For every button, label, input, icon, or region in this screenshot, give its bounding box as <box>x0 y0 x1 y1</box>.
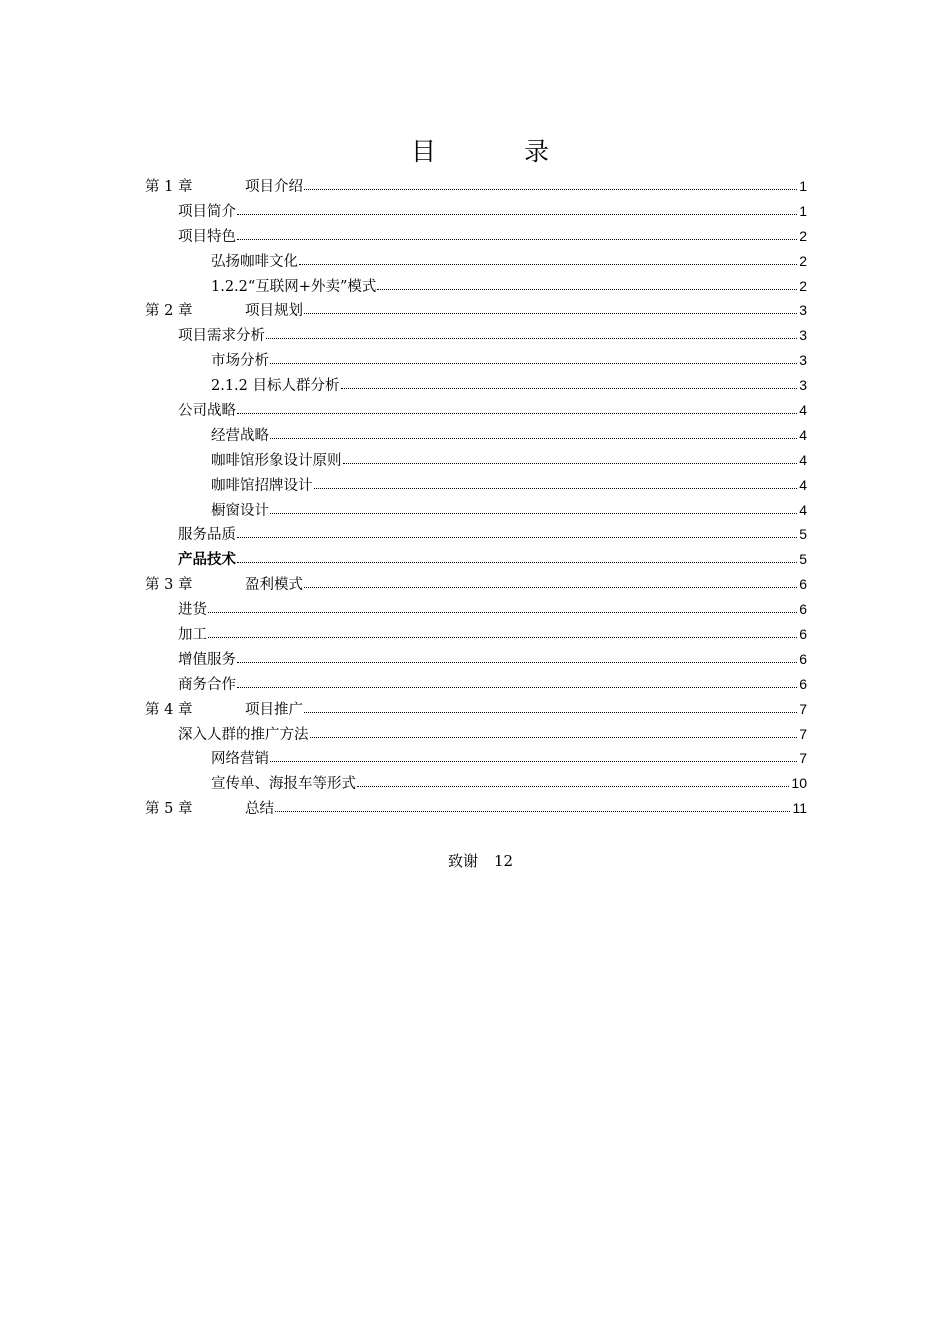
toc-chapter-number: 第 4 章 <box>145 701 193 718</box>
toc-dot-leader <box>270 761 797 762</box>
toc-page-number: 4 <box>799 476 807 493</box>
toc-entry[interactable] <box>145 199 807 224</box>
toc-dot-leader <box>299 264 797 265</box>
toc-dot-leader <box>266 338 797 339</box>
toc-dot-leader <box>304 189 797 190</box>
toc-dot-leader <box>314 488 798 489</box>
toc-entry-title: 服务品质 <box>178 527 236 544</box>
toc-dot-leader <box>237 214 797 215</box>
toc-entry[interactable] <box>145 298 807 323</box>
toc-entry-title: 进货 <box>178 602 207 619</box>
toc-entry[interactable] <box>145 274 807 299</box>
toc-page-number: 5 <box>799 551 807 568</box>
toc-dot-leader <box>237 413 797 414</box>
toc-dot-leader <box>275 811 790 812</box>
toc-entry-title: 深入人群的推广方法 <box>178 726 309 743</box>
toc-page-number: 4 <box>799 501 807 518</box>
toc-dot-leader <box>270 438 797 439</box>
toc-page-number: 6 <box>799 601 807 618</box>
toc-entry-title: 公司战略 <box>178 403 236 420</box>
toc-entry[interactable] <box>145 398 807 423</box>
toc-dot-leader <box>341 388 798 389</box>
toc-entry[interactable] <box>145 373 807 398</box>
toc-entry[interactable] <box>145 572 807 597</box>
toc-entry[interactable] <box>145 547 807 572</box>
toc-entry-title: 经营战略 <box>211 427 269 444</box>
toc-entry-title: 项目需求分析 <box>178 328 265 345</box>
toc-entry[interactable] <box>145 522 807 547</box>
toc-entry[interactable] <box>145 323 807 348</box>
toc-entry[interactable] <box>145 473 807 498</box>
toc-chapter-number: 第 5 章 <box>145 801 193 818</box>
toc-entry-title: 增值服务 <box>178 651 236 668</box>
toc-page-number: 4 <box>799 402 807 419</box>
toc-entry[interactable] <box>145 796 807 821</box>
toc-page-number: 1 <box>799 178 807 194</box>
toc-entry[interactable] <box>145 647 807 672</box>
toc-entry[interactable] <box>145 697 807 722</box>
toc-entry-title: 总结 <box>245 801 274 818</box>
toc-entry[interactable] <box>145 746 807 771</box>
toc-page-number: 4 <box>799 451 807 468</box>
toc-dot-leader <box>208 612 797 613</box>
toc-dot-leader <box>208 637 797 638</box>
toc-entry-title: 项目简介 <box>178 203 236 220</box>
toc-entry[interactable] <box>145 771 807 796</box>
toc-entry[interactable] <box>145 174 807 199</box>
toc-entry-title: 咖啡馆形象设计原则 <box>211 452 342 469</box>
toc-entry-title: 项目介绍 <box>245 179 303 195</box>
toc-entry[interactable] <box>145 348 807 373</box>
toc-chapter-number: 第 3 章 <box>145 577 193 594</box>
page-title: 目 录 <box>411 137 589 166</box>
toc-page-number: 3 <box>799 327 807 344</box>
toc-page-number: 2 <box>799 227 807 244</box>
toc-page-number: 3 <box>799 352 807 369</box>
acknowledgement-entry[interactable] <box>448 849 513 873</box>
toc-entry-title: 盈利模式 <box>245 577 303 594</box>
toc-dot-leader <box>237 687 797 688</box>
toc-entry[interactable] <box>145 498 807 523</box>
toc-entry-title: 咖啡馆招牌设计 <box>211 477 313 494</box>
toc-dot-leader <box>270 363 797 364</box>
toc-entry-title: 宣传单、海报车等形式 <box>211 776 356 793</box>
toc-dot-leader <box>237 562 797 563</box>
toc-dot-leader <box>270 513 797 514</box>
toc-entry-title: 橱窗设计 <box>211 502 269 519</box>
toc-entry-title: 市场分析 <box>211 353 269 370</box>
toc-page-number: 6 <box>799 650 807 667</box>
toc-dot-leader <box>237 239 797 240</box>
toc-entry[interactable] <box>145 249 807 274</box>
toc-page-number: 1 <box>799 202 807 219</box>
toc-entry-title: 弘扬咖啡文化 <box>211 253 298 270</box>
toc-entry[interactable] <box>145 448 807 473</box>
toc-page-number: 3 <box>799 302 807 319</box>
toc-entry-title: 1.2.2“互联网+外卖”模式 <box>211 278 377 295</box>
toc-entry[interactable] <box>145 597 807 622</box>
toc-entry[interactable] <box>145 622 807 647</box>
toc-dot-leader <box>343 463 798 464</box>
toc-entry-title: 项目特色 <box>178 228 236 245</box>
toc-entry-title: 产品技术 <box>178 552 236 569</box>
toc-entry-title: 项目推广 <box>245 701 303 718</box>
toc-page-number: 7 <box>799 750 807 767</box>
acknowledgement-label: 致谢 <box>448 852 479 870</box>
toc-page-number: 7 <box>799 725 807 742</box>
toc-page-number: 6 <box>799 576 807 593</box>
toc-entry-title: 网络营销 <box>211 751 269 768</box>
toc-page-number: 7 <box>799 700 807 717</box>
toc-dot-leader <box>357 786 789 787</box>
toc-entry-title: 项目规划 <box>245 303 303 320</box>
toc-page-number: 6 <box>799 626 807 643</box>
toc-entry[interactable] <box>145 722 807 747</box>
toc-dot-leader <box>237 662 797 663</box>
toc-entry-title: 2.1.2 目标人群分析 <box>211 378 340 395</box>
toc-dot-leader <box>310 737 798 738</box>
toc-entry[interactable] <box>145 672 807 697</box>
toc-page-number: 5 <box>799 526 807 543</box>
toc-chapter-number: 第 1 章 <box>145 179 193 195</box>
toc-dot-leader <box>377 289 797 290</box>
toc-page-number: 6 <box>799 675 807 692</box>
toc-dot-leader <box>304 712 797 713</box>
toc-entry[interactable] <box>145 423 807 448</box>
toc-page-number: 3 <box>799 377 807 394</box>
toc-dot-leader <box>304 313 797 314</box>
toc-page-number: 11 <box>792 800 807 817</box>
toc-page-number: 4 <box>799 426 807 443</box>
toc-entry[interactable] <box>145 224 807 249</box>
table-of-contents <box>145 174 807 821</box>
toc-entry-title: 商务合作 <box>178 676 236 693</box>
toc-page-number: 2 <box>799 277 807 294</box>
toc-page-number: 10 <box>791 775 807 792</box>
toc-dot-leader <box>304 587 797 588</box>
toc-page-number: 2 <box>799 252 807 269</box>
toc-entry-title: 加工 <box>178 627 207 644</box>
toc-chapter-number: 第 2 章 <box>145 303 193 320</box>
acknowledgement-page: 12 <box>494 852 514 870</box>
toc-dot-leader <box>237 537 797 538</box>
